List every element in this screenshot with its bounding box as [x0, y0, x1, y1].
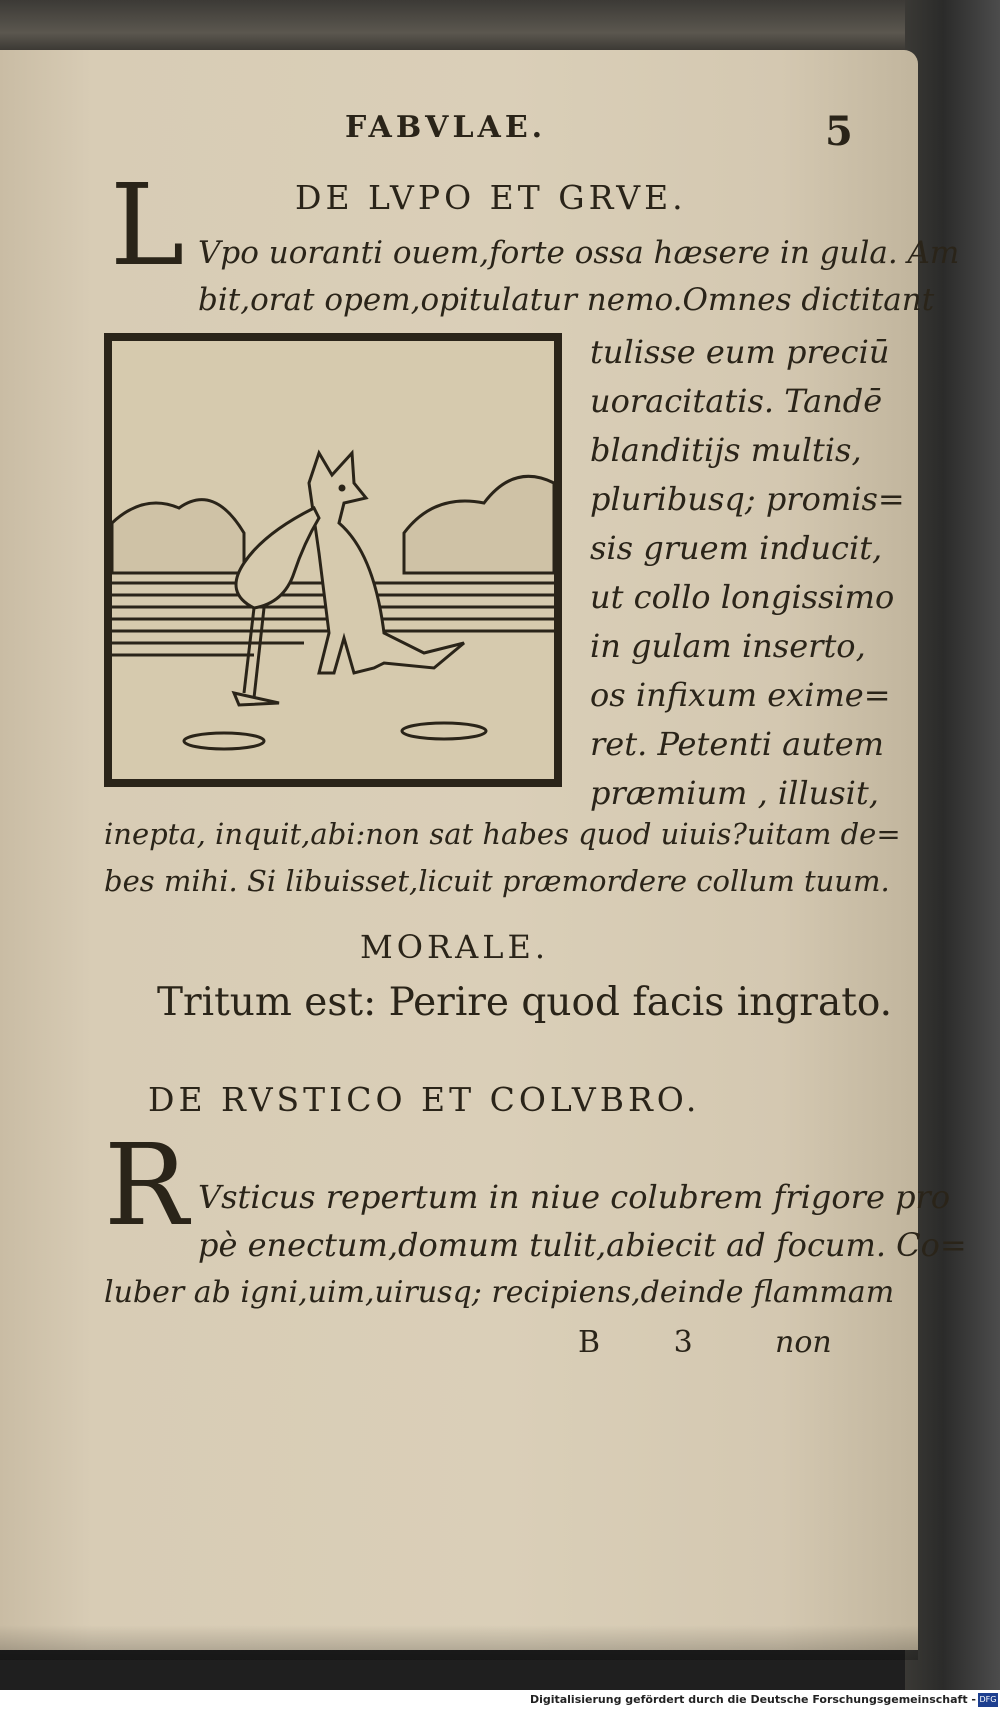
text-line: pè enectum,domum tulit,abiecit ad focum. Co=: [198, 1226, 967, 1264]
text-line: tulisse eum preciū: [590, 333, 890, 371]
text-line: ut collo longissimo: [590, 578, 895, 616]
moral-heading: MORALE.: [360, 928, 549, 966]
drop-cap-r: R: [104, 1121, 189, 1251]
text-line: præmium , illusit,: [590, 774, 879, 812]
running-title: FABVLAE.: [345, 110, 547, 145]
catchword: non: [775, 1325, 832, 1360]
moral-text: Tritum est: Perire quod facis ingrato.: [157, 980, 893, 1025]
dfg-logo: DFG: [978, 1693, 998, 1707]
signature-mark: B 3: [578, 1325, 725, 1360]
woodcut-hill-left: [112, 500, 244, 573]
text-line: Vsticus repertum in niue colubrem frigore pro: [198, 1178, 951, 1216]
text-line: in gulam inserto,: [590, 627, 866, 665]
text-line: pluribusq; promis=: [590, 480, 905, 518]
text-line: luber ab igni,uim,uirusq; recipiens,deinde flammam: [104, 1275, 895, 1310]
text-line: os infixum exime=: [590, 676, 891, 714]
text-line: uoracitatis. Tandē: [590, 382, 883, 420]
footer-credit: Digitalisierung gefördert durch die Deutsche Forschungsgemeinschaft -: [529, 1693, 976, 1706]
text-line: ret. Petenti autem: [590, 725, 884, 763]
fable-title-wolf-crane: DE LVPO ET GRVE.: [295, 178, 687, 217]
text-line: sis gruem inducit,: [590, 529, 883, 567]
woodcut-illustration: [104, 333, 564, 788]
fable-title-rustic-snake: DE RVSTICO ET COLVBRO.: [148, 1080, 701, 1119]
text-line: blanditijs multis,: [590, 431, 862, 469]
page-number: 5: [825, 108, 853, 155]
text-line: bit,orat opem,opitulatur nemo.Omnes dictitant: [198, 282, 935, 318]
footer-bar: [0, 1690, 1000, 1710]
text-line: Vpo uoranti ouem,forte ossa hæsere in gula. Am: [198, 235, 960, 271]
drop-cap-l: L: [110, 161, 185, 291]
text-line: inepta, inquit,abi:non sat habes quod uiuis?uitam de=: [104, 817, 901, 851]
text-line: bes mihi. Si libuisset,licuit præmordere collum tuum.: [104, 864, 890, 898]
page-shadow: [0, 1625, 918, 1660]
